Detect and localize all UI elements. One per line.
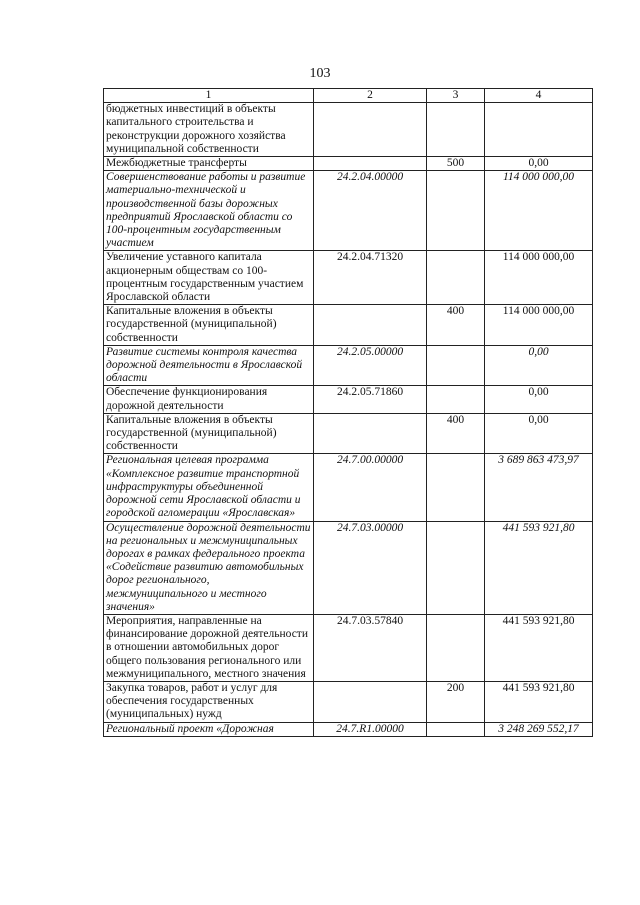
row-amount-cell <box>485 103 593 157</box>
row-amount-cell: 0,00 <box>485 345 593 386</box>
row-name-cell: Увеличение уставного капитала акционерным обществам со 100-процентным государственным участием Ярославской области <box>104 251 314 305</box>
row-amount-cell: 0,00 <box>485 413 593 454</box>
table-row <box>104 157 593 171</box>
row-code-cell <box>314 157 427 171</box>
row-name-cell: бюджетных инвестиций в объекты капитального строительства и реконструкции дорожного хозяйства муниципальной собственности <box>104 103 314 157</box>
row-code-cell: 24.2.04.71320 <box>314 251 427 305</box>
row-amount-cell: 441 593 921,80 <box>485 521 593 614</box>
row-name-cell: Межбюджетные трансферты <box>104 157 314 171</box>
table-row <box>104 251 593 305</box>
row-code-cell <box>314 681 427 722</box>
table-row <box>104 386 593 413</box>
row-type-cell: 400 <box>427 305 485 346</box>
row-code-cell <box>314 305 427 346</box>
row-type-cell <box>427 171 485 251</box>
table-row <box>104 614 593 681</box>
row-amount-cell: 0,00 <box>485 386 593 413</box>
row-amount-cell: 441 593 921,80 <box>485 614 593 681</box>
row-name-cell: Осуществление дорожной деятельности на региональных и межмуниципальных дорогах в рамках федерального проекта «Содействие развитию автомобильных дорог регионального, межмуниципального и местного значения» <box>104 521 314 614</box>
row-name-cell: Обеспечение функционирования дорожной деятельности <box>104 386 314 413</box>
row-amount-cell: 114 000 000,00 <box>485 171 593 251</box>
row-name-cell: Развитие системы контроля качества дорожной деятельности в Ярославской области <box>104 345 314 386</box>
row-amount-cell: 3 689 863 473,97 <box>485 454 593 521</box>
row-name-cell: Капитальные вложения в объекты государственной (муниципальной) собственности <box>104 413 314 454</box>
row-type-cell <box>427 722 485 736</box>
column-header-1: 1 <box>104 89 314 103</box>
row-code-cell: 24.7.03.00000 <box>314 521 427 614</box>
row-type-cell <box>427 454 485 521</box>
table-row <box>104 454 593 521</box>
row-code-cell <box>314 413 427 454</box>
row-name-cell: Совершенствование работы и развитие материально-технической и производственной базы дорожных предприятий Ярославской области со 100-процентным государственным участием <box>104 171 314 251</box>
budget-table <box>103 88 593 737</box>
table-row <box>104 681 593 722</box>
table-row <box>104 413 593 454</box>
row-amount-cell: 0,00 <box>485 157 593 171</box>
column-header-3: 3 <box>427 89 485 103</box>
row-type-cell: 500 <box>427 157 485 171</box>
row-type-cell <box>427 345 485 386</box>
row-name-cell: Мероприятия, направленные на финансирование дорожной деятельности в отношении автомобильных дорог общего пользования регионального или межмуниципального, местного значения <box>104 614 314 681</box>
row-amount-cell: 114 000 000,00 <box>485 305 593 346</box>
row-type-cell: 400 <box>427 413 485 454</box>
table-row <box>104 305 593 346</box>
row-code-cell: 24.2.05.71860 <box>314 386 427 413</box>
row-amount-cell: 114 000 000,00 <box>485 251 593 305</box>
table-row <box>104 722 593 736</box>
table-header-row <box>104 89 593 103</box>
table-row <box>104 521 593 614</box>
row-type-cell: 200 <box>427 681 485 722</box>
row-name-cell: Закупка товаров, работ и услуг для обеспечения государственных (муниципальных) нужд <box>104 681 314 722</box>
table-row <box>104 103 593 157</box>
row-name-cell: Капитальные вложения в объекты государственной (муниципальной) собственности <box>104 305 314 346</box>
row-type-cell <box>427 103 485 157</box>
table-row <box>104 345 593 386</box>
table-row <box>104 171 593 251</box>
row-code-cell: 24.7.R1.00000 <box>314 722 427 736</box>
row-code-cell: 24.7.03.57840 <box>314 614 427 681</box>
row-code-cell: 24.7.00.00000 <box>314 454 427 521</box>
row-amount-cell: 3 248 269 552,17 <box>485 722 593 736</box>
column-header-4: 4 <box>485 89 593 103</box>
page-number: 103 <box>309 66 331 81</box>
row-amount-cell: 441 593 921,80 <box>485 681 593 722</box>
table-body <box>104 103 593 737</box>
row-type-cell <box>427 251 485 305</box>
row-code-cell <box>314 103 427 157</box>
row-code-cell: 24.2.04.00000 <box>314 171 427 251</box>
row-type-cell <box>427 386 485 413</box>
row-name-cell: Региональная целевая программа «Комплексное развитие транспортной инфраструктуры объединенной дорожной сети Ярославской области и городской агломерации «Ярославская» <box>104 454 314 521</box>
column-header-2: 2 <box>314 89 427 103</box>
row-code-cell: 24.2.05.00000 <box>314 345 427 386</box>
row-type-cell <box>427 614 485 681</box>
row-type-cell <box>427 521 485 614</box>
row-name-cell: Региональный проект «Дорожная <box>104 722 314 736</box>
